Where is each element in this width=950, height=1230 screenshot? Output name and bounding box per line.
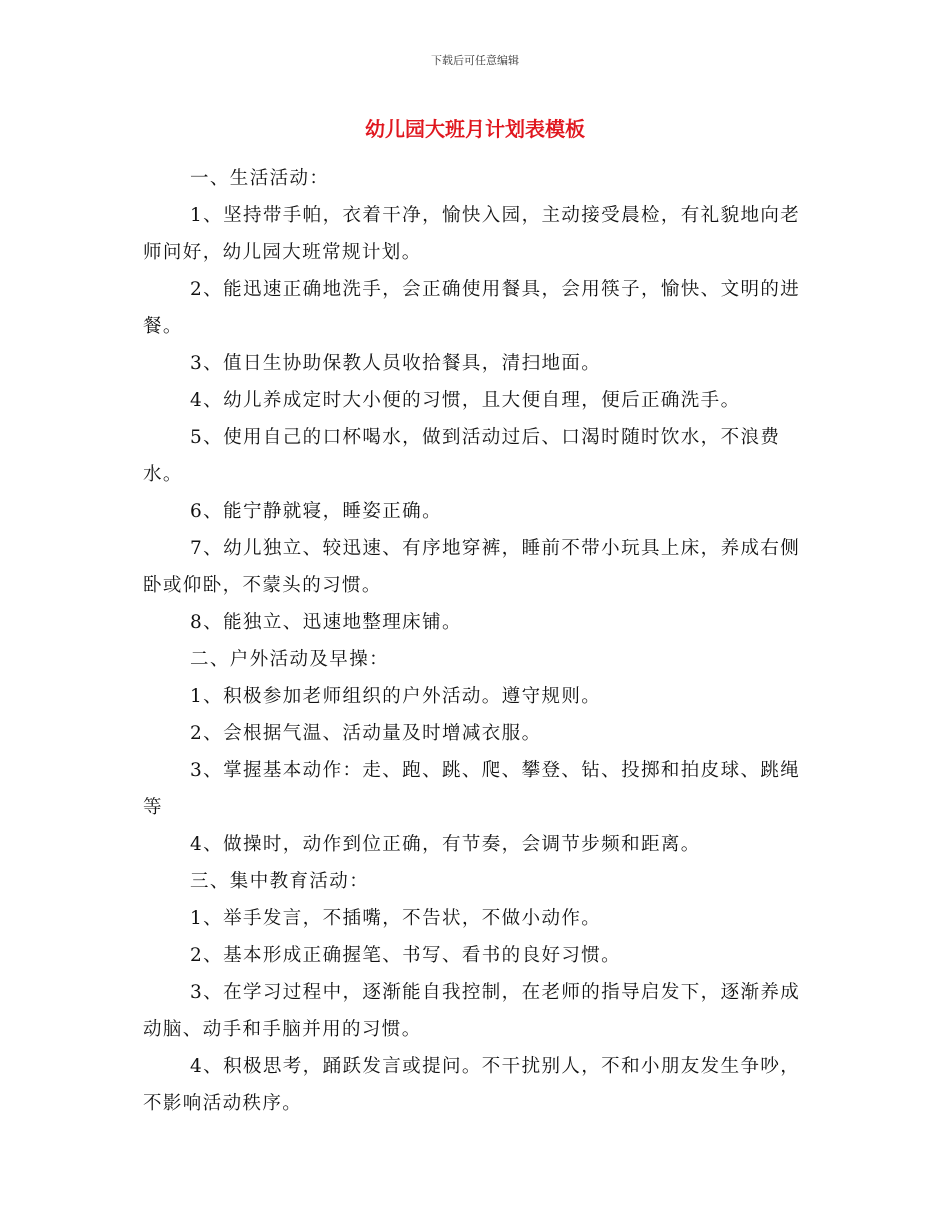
paragraph: 3、掌握基本动作：走、跑、跳、爬、攀登、钻、投掷和拍皮球、跳绳等 (143, 760, 801, 818)
paragraph: 2、能迅速正确地洗手，会正确使用餐具，会用筷子，愉快、文明的进餐。 (143, 279, 801, 337)
section-heading-daily-life: 一、生活活动： (190, 168, 330, 189)
page-header: 下载后可任意编辑 (431, 54, 519, 67)
document-title: 幼儿园大班月计划表模板 (365, 117, 585, 141)
document-body (143, 160, 807, 1122)
paragraph: 6、能宁静就寝，睡姿正确。 (190, 501, 442, 522)
paragraph: 2、基本形成正确握笔、书写、看书的良好习惯。 (190, 945, 622, 966)
paragraph: 1、坚持带手帕，衣着干净，愉快入园，主动接受晨检，有礼貌地向老师问好，幼儿园大班常规计划。 (143, 205, 801, 263)
section-heading-outdoor: 二、户外活动及早操： (190, 649, 390, 670)
paragraph: 1、积极参加老师组织的户外活动。遵守规则。 (190, 686, 602, 707)
section-heading-education: 三、集中教育活动： (190, 871, 370, 892)
paragraph: 4、积极思考，踊跃发言或提问。不干扰别人，不和小朋友发生争吵，不影响活动秩序。 (143, 1056, 801, 1114)
paragraph: 8、能独立、迅速地整理床铺。 (190, 612, 462, 633)
paragraph: 3、在学习过程中，逐渐能自我控制，在老师的指导启发下，逐渐养成动脑、动手和手脑并用的习惯。 (143, 982, 801, 1040)
paragraph: 2、会根据气温、活动量及时增减衣服。 (190, 723, 542, 744)
paragraph: 7、幼儿独立、较迅速、有序地穿裤，睡前不带小玩具上床，养成右侧卧或仰卧，不蒙头的习惯。 (143, 538, 801, 596)
paragraph: 4、做操时，动作到位正确，有节奏，会调节步频和距离。 (190, 834, 701, 855)
paragraph: 3、值日生协助保教人员收拾餐具，清扫地面。 (190, 353, 602, 374)
paragraph: 4、幼儿养成定时大小便的习惯，且大便自理，便后正确洗手。 (190, 390, 741, 411)
paragraph: 1、举手发言，不插嘴，不告状，不做小动作。 (190, 908, 602, 929)
paragraph: 5、使用自己的口杯喝水，做到活动过后、口渴时随时饮水，不浪费水。 (143, 427, 781, 485)
